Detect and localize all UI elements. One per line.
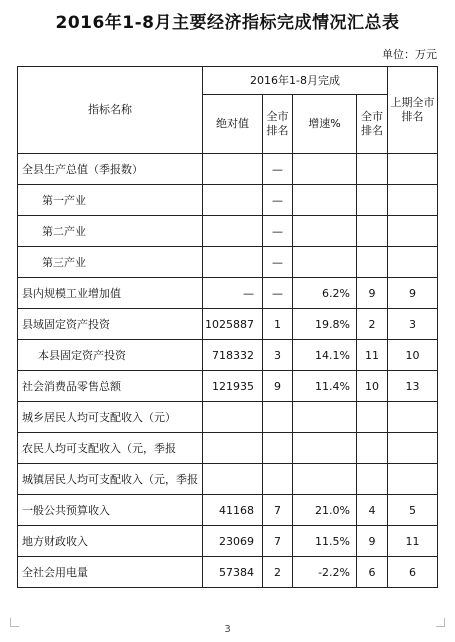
row-absolute: 121935 bbox=[203, 371, 263, 402]
row-name: 城镇居民人均可支配收入（元，季报 bbox=[18, 464, 203, 495]
header-city-rank-1: 全市排名 bbox=[263, 95, 293, 154]
row-absolute bbox=[203, 247, 263, 278]
table-row bbox=[18, 278, 438, 309]
row-absolute bbox=[203, 464, 263, 495]
row-name: 全社会用电量 bbox=[18, 557, 203, 588]
row-growth: 21.0% bbox=[293, 495, 357, 526]
row-name: 农民人均可支配收入（元，季报 bbox=[18, 433, 203, 464]
row-absolute: 23069 bbox=[203, 526, 263, 557]
row-city-rank-1: — bbox=[263, 154, 293, 185]
row-growth: -2.2% bbox=[293, 557, 357, 588]
row-city-rank-1: — bbox=[263, 278, 293, 309]
row-city-rank-2 bbox=[357, 464, 388, 495]
row-growth bbox=[293, 402, 357, 433]
row-prev-rank bbox=[388, 185, 438, 216]
table-row bbox=[18, 495, 438, 526]
row-city-rank-2 bbox=[357, 154, 388, 185]
row-growth bbox=[293, 216, 357, 247]
row-growth: 6.2% bbox=[293, 278, 357, 309]
row-city-rank-1 bbox=[263, 433, 293, 464]
row-city-rank-1 bbox=[263, 464, 293, 495]
table-row bbox=[18, 340, 438, 371]
row-name: 一般公共预算收入 bbox=[18, 495, 203, 526]
row-absolute: — bbox=[203, 278, 263, 309]
row-absolute bbox=[203, 402, 263, 433]
row-absolute: 57384 bbox=[203, 557, 263, 588]
table-row bbox=[18, 247, 438, 278]
row-growth bbox=[293, 185, 357, 216]
row-prev-rank: 9 bbox=[388, 278, 438, 309]
table-row bbox=[18, 464, 438, 495]
row-prev-rank: 11 bbox=[388, 526, 438, 557]
table-row bbox=[18, 402, 438, 433]
row-growth bbox=[293, 464, 357, 495]
row-growth: 11.5% bbox=[293, 526, 357, 557]
row-growth bbox=[293, 247, 357, 278]
header-indicator: 指标名称 bbox=[18, 67, 203, 154]
row-absolute bbox=[203, 185, 263, 216]
table-row bbox=[18, 371, 438, 402]
table-body bbox=[18, 154, 438, 588]
row-name: 本县固定资产投资 bbox=[18, 340, 203, 371]
row-city-rank-1: — bbox=[263, 216, 293, 247]
header-absolute: 绝对值 bbox=[203, 95, 263, 154]
row-name: 城乡居民人均可支配收入（元） bbox=[18, 402, 203, 433]
row-growth: 11.4% bbox=[293, 371, 357, 402]
row-absolute: 1025887 bbox=[203, 309, 263, 340]
header-prev-rank: 上期全市排名 bbox=[388, 67, 438, 154]
row-growth: 19.8% bbox=[293, 309, 357, 340]
table-row bbox=[18, 185, 438, 216]
row-city-rank-1: 7 bbox=[263, 495, 293, 526]
row-absolute bbox=[203, 433, 263, 464]
row-city-rank-2: 9 bbox=[357, 278, 388, 309]
unit-label: 单位：万元 bbox=[382, 48, 437, 61]
row-name: 第三产业 bbox=[18, 247, 203, 278]
row-prev-rank: 3 bbox=[388, 309, 438, 340]
table-row bbox=[18, 557, 438, 588]
row-city-rank-2 bbox=[357, 247, 388, 278]
row-city-rank-1: — bbox=[263, 247, 293, 278]
row-prev-rank: 10 bbox=[388, 340, 438, 371]
row-city-rank-2 bbox=[357, 402, 388, 433]
row-absolute: 41168 bbox=[203, 495, 263, 526]
row-city-rank-1: 7 bbox=[263, 526, 293, 557]
indicator-table bbox=[17, 66, 438, 588]
header-period: 2016年1-8月完成 bbox=[203, 67, 388, 95]
table-row bbox=[18, 216, 438, 247]
row-prev-rank bbox=[388, 216, 438, 247]
row-absolute: 718332 bbox=[203, 340, 263, 371]
row-city-rank-2 bbox=[357, 433, 388, 464]
row-city-rank-1: — bbox=[263, 185, 293, 216]
row-city-rank-1: 2 bbox=[263, 557, 293, 588]
page-title: 2016年1-8月主要经济指标完成情况汇总表 bbox=[55, 13, 400, 33]
row-city-rank-1: 1 bbox=[263, 309, 293, 340]
row-prev-rank bbox=[388, 464, 438, 495]
table-row bbox=[18, 154, 438, 185]
row-city-rank-2 bbox=[357, 185, 388, 216]
table-row bbox=[18, 433, 438, 464]
row-growth: 14.1% bbox=[293, 340, 357, 371]
row-name: 全县生产总值（季报数） bbox=[18, 154, 203, 185]
row-city-rank-2: 9 bbox=[357, 526, 388, 557]
row-name: 地方财政收入 bbox=[18, 526, 203, 557]
row-growth bbox=[293, 154, 357, 185]
row-city-rank-2: 6 bbox=[357, 557, 388, 588]
row-absolute bbox=[203, 216, 263, 247]
row-name: 县内规模工业增加值 bbox=[18, 278, 203, 309]
row-name: 社会消费品零售总额 bbox=[18, 371, 203, 402]
row-absolute bbox=[203, 154, 263, 185]
row-city-rank-2 bbox=[357, 216, 388, 247]
row-prev-rank bbox=[388, 433, 438, 464]
row-city-rank-2: 11 bbox=[357, 340, 388, 371]
table-row bbox=[18, 526, 438, 557]
row-prev-rank bbox=[388, 247, 438, 278]
page-number: 3 bbox=[224, 624, 231, 635]
row-name: 第一产业 bbox=[18, 185, 203, 216]
row-prev-rank bbox=[388, 402, 438, 433]
table-row bbox=[18, 309, 438, 340]
header-city-rank-2: 全市排名 bbox=[357, 95, 388, 154]
row-prev-rank: 6 bbox=[388, 557, 438, 588]
row-city-rank-1 bbox=[263, 402, 293, 433]
row-city-rank-1: 9 bbox=[263, 371, 293, 402]
header-growth: 增速% bbox=[293, 95, 357, 154]
row-city-rank-2: 4 bbox=[357, 495, 388, 526]
row-growth bbox=[293, 433, 357, 464]
row-prev-rank bbox=[388, 154, 438, 185]
row-city-rank-1: 3 bbox=[263, 340, 293, 371]
row-city-rank-2: 2 bbox=[357, 309, 388, 340]
row-city-rank-2: 10 bbox=[357, 371, 388, 402]
row-prev-rank: 13 bbox=[388, 371, 438, 402]
row-name: 第二产业 bbox=[18, 216, 203, 247]
row-prev-rank: 5 bbox=[388, 495, 438, 526]
row-name: 县域固定资产投资 bbox=[18, 309, 203, 340]
